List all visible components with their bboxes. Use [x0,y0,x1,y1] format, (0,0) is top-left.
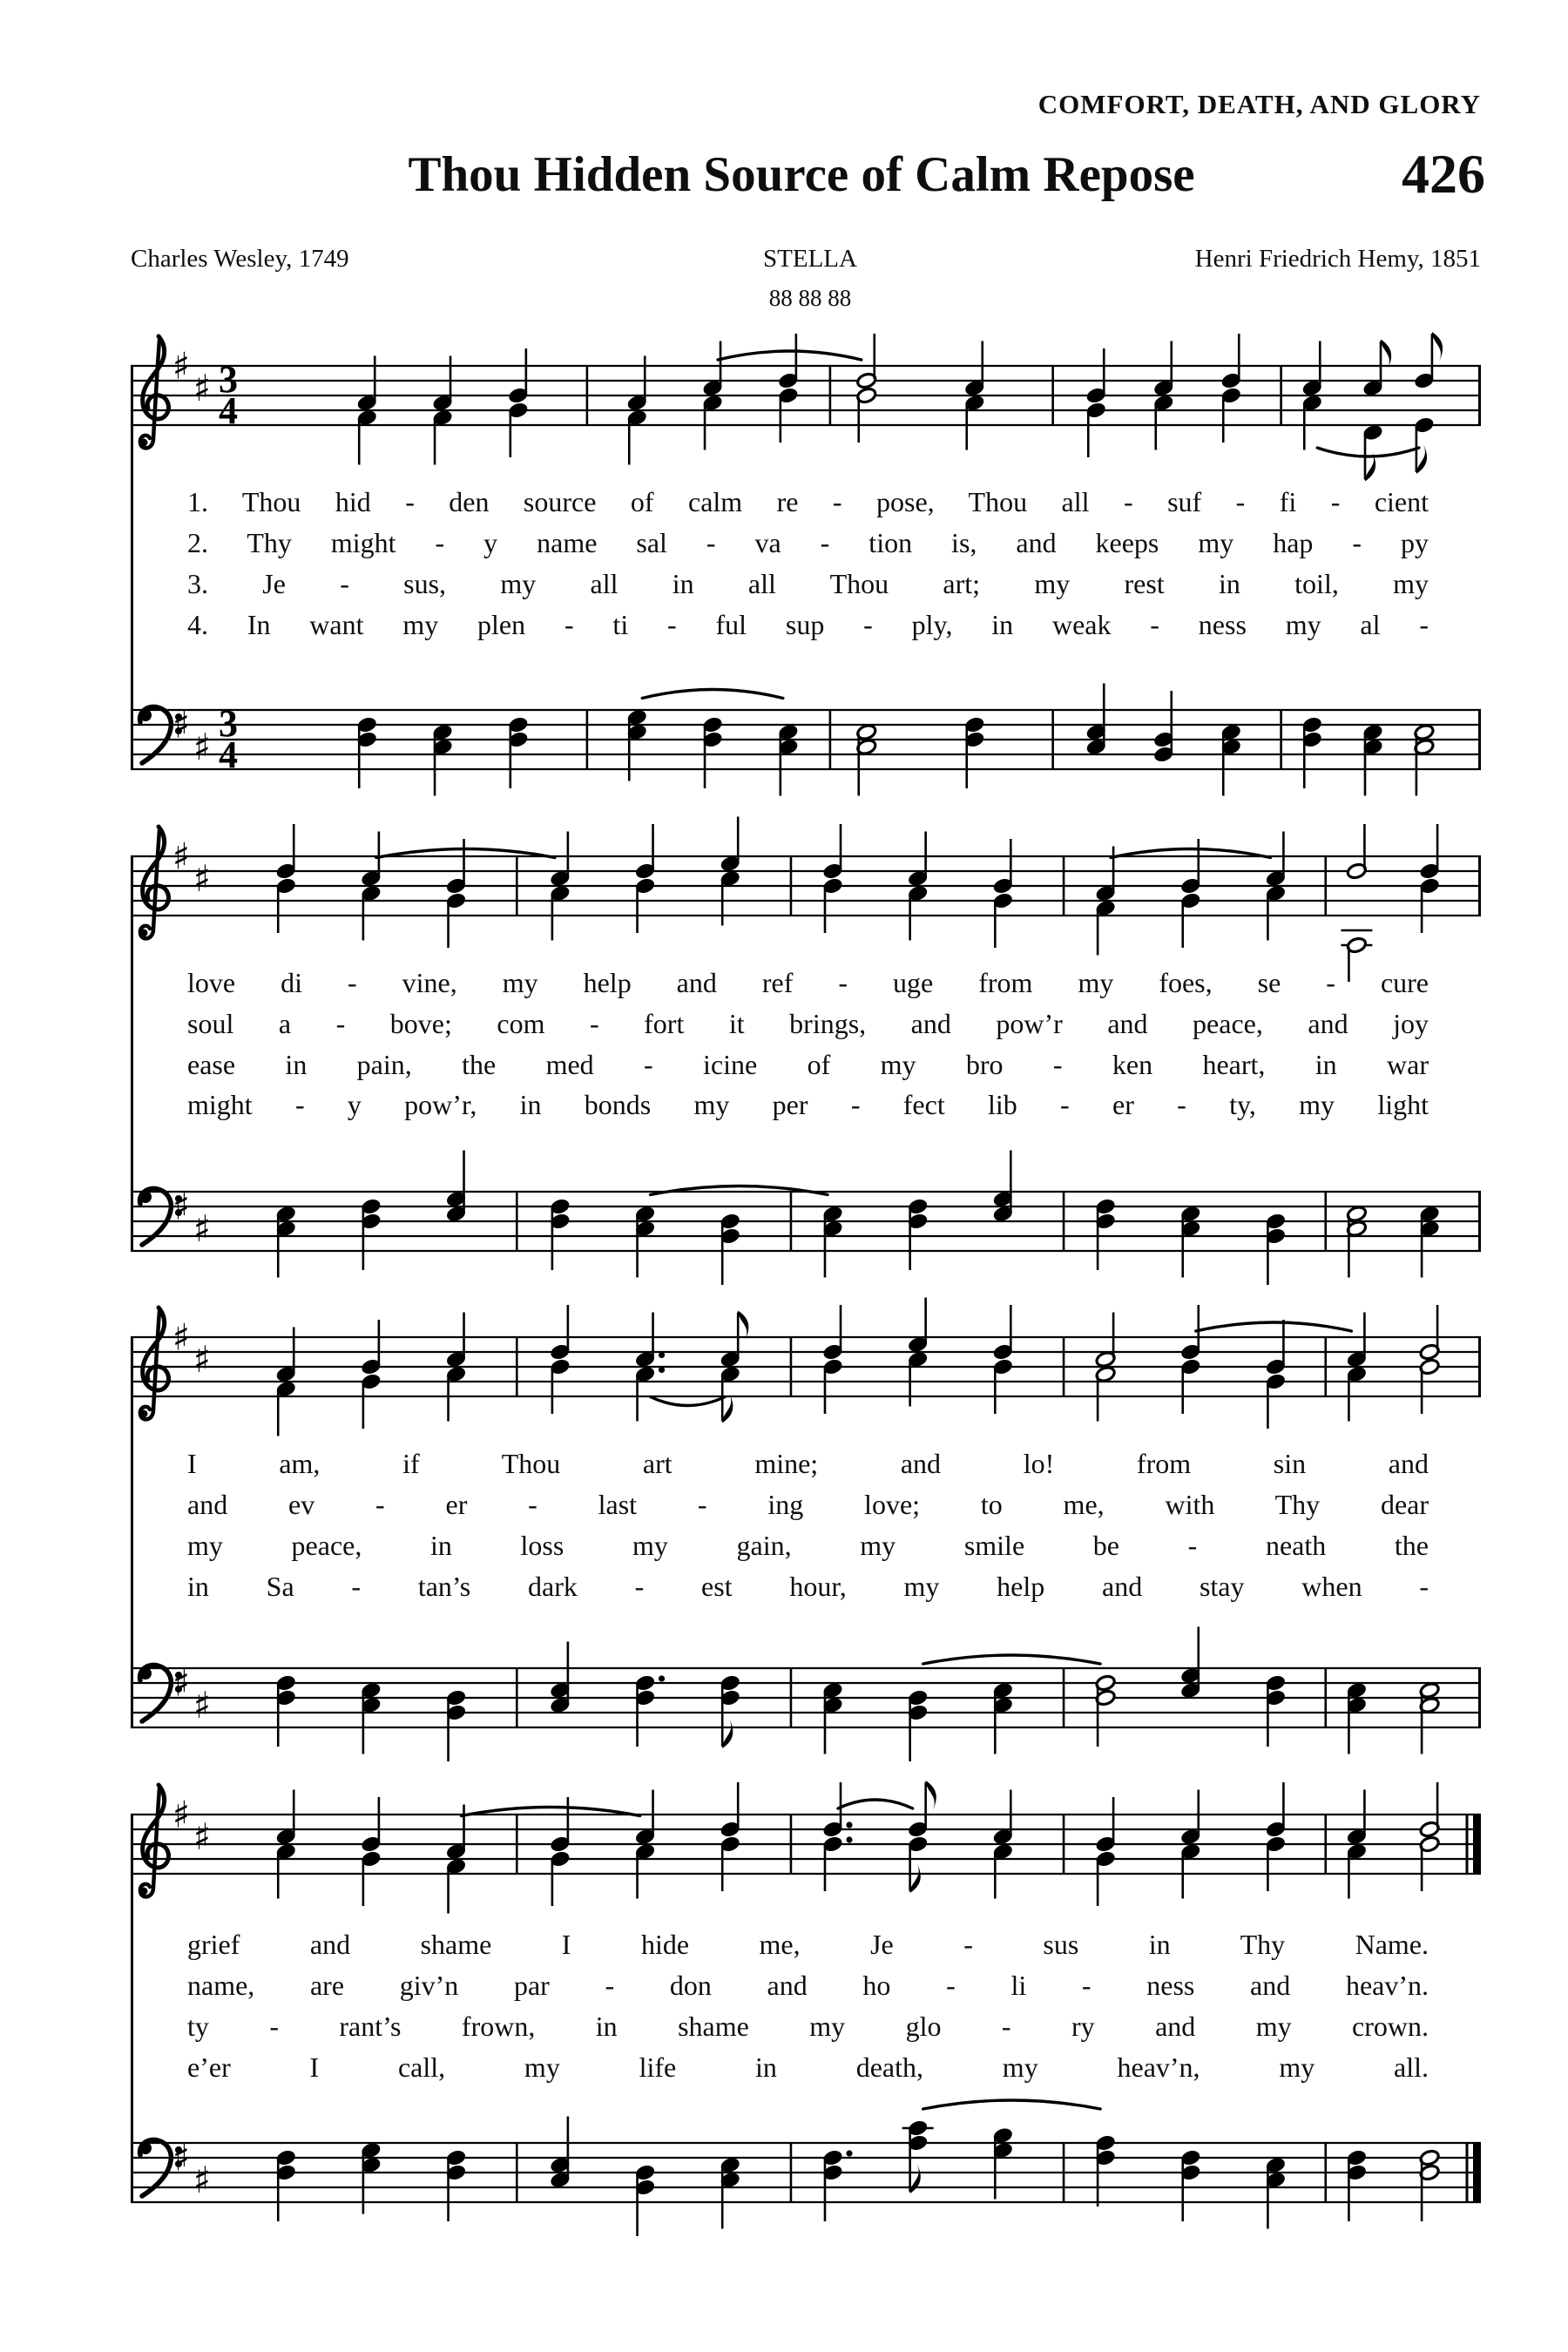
svg-text:♯: ♯ [172,1315,191,1359]
notes [275,2100,1441,2236]
key-signature [172,1794,211,1859]
treble-clef-icon [140,336,169,448]
system-3-verse-line-1: I am, if Thou art mine; and lo! from sin and [187,1448,1429,1479]
tune-meter: 88 88 88 [768,285,852,311]
key-signature [172,345,211,410]
system-2-verse-line-3: ease in pain, the med - icine of my bro - ken heart, in war [187,1049,1429,1080]
system-2-verse-line-1: love di - vine, my help and ref - uge from my foes, se - cure [187,967,1429,998]
svg-text:♯: ♯ [172,2136,191,2180]
svg-text:4: 4 [219,389,238,432]
system-3-verse-line-3: my peace, in loss my gain, my smile be - neath the [187,1530,1429,1561]
key-signature [172,1662,211,1727]
svg-text:4: 4 [219,733,238,776]
svg-text:♯: ♯ [172,1185,191,1228]
key-signature [172,835,211,901]
svg-text:♯: ♯ [193,1207,212,1250]
treble-clef-icon [140,1308,169,1419]
system-1-verse-line-3: 3. Je - sus, my all in all Thou art; my rest in toil, my [187,568,1429,599]
svg-text:3: 3 [219,702,238,745]
svg-text:♯: ♯ [193,1684,212,1727]
hymn-title: Thou Hidden Source of Calm Repose [408,147,1195,202]
system-1-verse-line-4: 4. In want my plen - ti - ful sup - ply, in weak - ness my al - [187,609,1429,640]
system-2-verse-line-2: soul a - bove; com - fort it brings, and pow’r and peace, and joy [187,1008,1429,1039]
system-2-verse-line-4: might - y pow’r, in bonds my per - fect lib - er - ty, my light [187,1089,1429,1120]
svg-text:♯: ♯ [193,726,212,768]
svg-text:♯: ♯ [172,1793,191,1836]
svg-text:♯: ♯ [193,367,212,409]
svg-text:♯: ♯ [172,703,191,747]
svg-text:♯: ♯ [172,344,191,388]
system-4-verse-line-4: e’er I call, my life in death, my heav’n, my all. [187,2051,1429,2083]
key-signature [172,704,211,769]
system-1-verse-line-1: 1. Thou hid - den source of calm re - pose, Thou all - suf - fi - cient [187,486,1429,517]
system-4-bass-staff [131,2091,1481,2300]
notes [275,1151,1441,1286]
key-signature [172,1316,211,1382]
system-4-verse-line-2: name, are giv’n par - don and ho - li - ness and heav’n. [187,1970,1429,2001]
tune-name: STELLA [763,245,857,273]
composer-credit: Henri Friedrich Hemy, 1851 [1194,245,1481,273]
system-4-verse-line-1: grief and shame I hide me, Je - sus in Thy Name. [187,1929,1429,1960]
svg-text:3: 3 [219,358,238,401]
svg-text:♯: ♯ [193,1815,212,1858]
time-signature [219,702,238,776]
notes [356,332,1443,482]
time-signature [219,358,238,432]
notes [275,817,1441,983]
notes [275,1781,1441,1914]
svg-text:♯: ♯ [172,835,191,878]
treble-clef-icon [140,1785,169,1896]
treble-clef-icon [140,827,169,938]
key-signature [172,2137,211,2202]
svg-text:♯: ♯ [172,1661,191,1705]
svg-text:♯: ♯ [193,857,212,900]
system-3-verse-line-4: in Sa - tan’s dark - est hour, my help and stay when - [187,1571,1429,1602]
svg-text:♯: ♯ [193,1338,212,1381]
key-signature [172,1186,211,1251]
hymn-number: 426 [1402,143,1485,205]
system-1-verse-line-2: 2. Thy might - y name sal - va - tion is, and keeps my hap - py [187,527,1429,558]
notes [275,1627,1441,1762]
system-3-verse-line-2: and ev - er - last - ing love; to me, with Thy dear [187,1489,1429,1520]
svg-text:♯: ♯ [193,2159,212,2201]
system-4-verse-line-3: ty - rant’s frown, in shame my glo - ry and my crown. [187,2011,1429,2042]
section-header: COMFORT, DEATH, AND GLORY [1037,89,1481,119]
author-credit: Charles Wesley, 1749 [131,245,349,273]
